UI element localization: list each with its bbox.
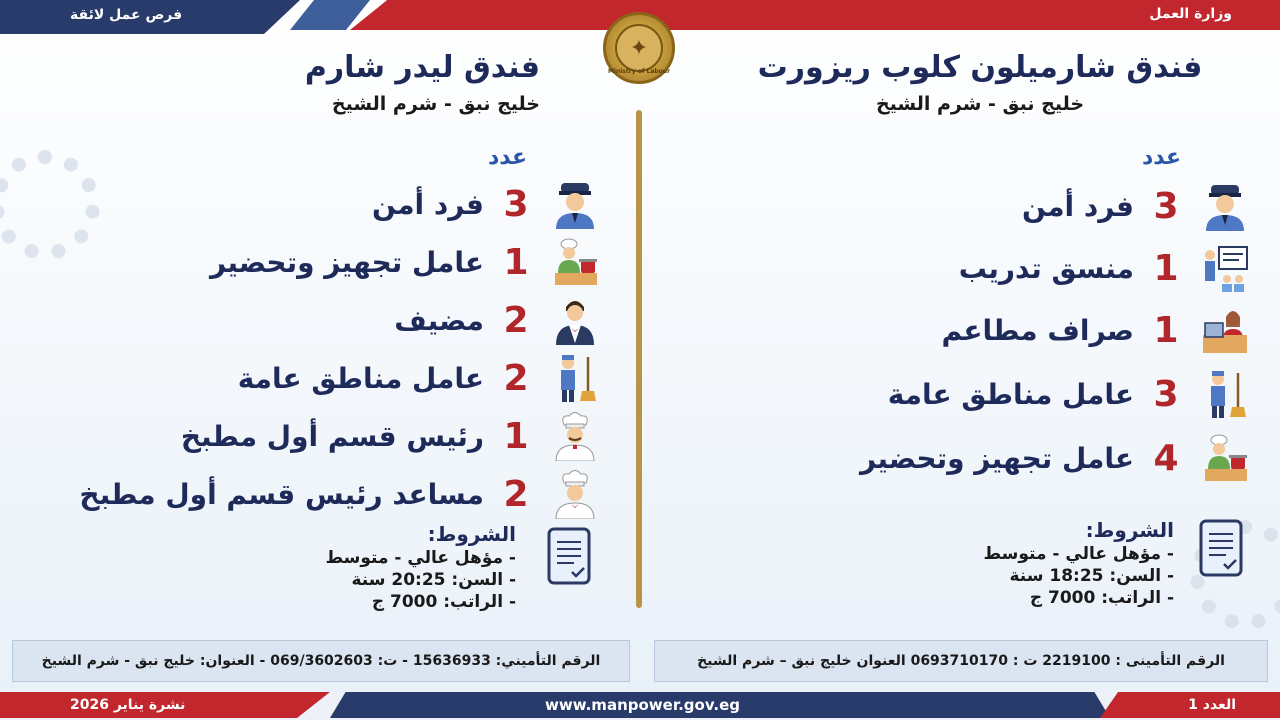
job-row (210, 234, 600, 290)
hotel-name: فندق شارميلون كلوب ريزورت (757, 50, 1203, 85)
job-row (79, 466, 600, 522)
security-guard-icon (550, 179, 600, 229)
hotel-location: خليج نبق - شرم الشيخ (331, 93, 540, 115)
job-title: منسق تدريب (958, 251, 1134, 285)
job-title: فرد أمن (1022, 189, 1134, 223)
job-title: رئيس قسم أول مطبخ (180, 419, 484, 453)
cleaner-icon (550, 353, 600, 403)
condition-line: - السن: 18:25 سنة (1009, 566, 1174, 586)
contact-info-box: الرقم التأمينى : 2219100 ت : 0693710170 العنوان خليج نبق – شرم الشيخ (654, 640, 1268, 682)
job-title: عامل مناطق عامة (237, 361, 484, 395)
job-title: عامل تجهيز وتحضير (859, 441, 1134, 475)
left-hotel-panel (60, 50, 540, 115)
conditions-heading: الشروط: (427, 522, 516, 546)
job-count: 3 (1153, 373, 1179, 415)
job-count: 3 (503, 183, 529, 225)
job-count: 1 (503, 241, 529, 283)
job-row (1022, 178, 1250, 234)
prep-cook-icon (550, 237, 600, 287)
job-count: 1 (1153, 309, 1179, 351)
job-row (941, 302, 1250, 358)
job-title: عامل تجهيز وتحضير (209, 245, 484, 279)
waiter-icon (550, 295, 600, 345)
condition-line: - مؤهل عالي - متوسط (983, 544, 1174, 564)
cashier-icon (1200, 305, 1250, 355)
job-title: مضيف (394, 303, 484, 337)
top-bar-red-band (350, 0, 1280, 30)
bulletin-date: نشرة يناير 2026 (70, 697, 186, 713)
document-icon (1198, 518, 1244, 578)
job-title: مساعد رئيس قسم أول مطبخ (79, 477, 484, 511)
job-count: 1 (503, 415, 529, 457)
website-link[interactable]: www.manpower.gov.eg (545, 696, 740, 714)
eagle-icon: ✦ (615, 24, 663, 72)
condition-line: - الراتب: 7000 ج (1029, 588, 1174, 608)
job-count: 3 (1153, 185, 1179, 227)
chef-icon (550, 411, 600, 461)
job-row (181, 408, 600, 464)
ministry-emblem (603, 12, 675, 84)
conditions-block (325, 522, 516, 612)
conditions-heading: الشروط: (1085, 518, 1174, 542)
issue-number: العدد 1 (1188, 697, 1236, 713)
condition-line: - الراتب: 7000 ج (371, 592, 516, 612)
condition-line: - السن: 20:25 سنة (351, 570, 516, 590)
cleaner-icon (1200, 369, 1250, 419)
job-row (860, 430, 1250, 486)
condition-line: - مؤهل عالي - متوسط (325, 548, 516, 568)
hotel-location: خليج نبق - شرم الشيخ (875, 93, 1085, 115)
emblem-text: Ministry of Labour (607, 68, 671, 75)
job-title: عامل مناطق عامة (887, 377, 1134, 411)
job-title: صراف مطاعم (941, 313, 1134, 347)
prep-cook-icon (1200, 433, 1250, 483)
job-count: 2 (503, 473, 529, 515)
job-count: 2 (503, 299, 529, 341)
job-row (372, 176, 600, 232)
job-title: فرد أمن (372, 187, 484, 221)
count-header: عدد (1142, 145, 1182, 170)
contact-info-box: الرقم التأميني: 15636933 - ت: 069/3602603 - العنوان: خليج نبق - شرم الشيخ (12, 640, 630, 682)
job-count: 4 (1153, 437, 1179, 479)
ministry-label: وزارة العمل (1149, 6, 1232, 22)
top-left-label: فرص عمل لائقة (70, 7, 183, 23)
right-hotel-panel (700, 50, 1260, 115)
document-icon (546, 526, 592, 586)
count-header: عدد (488, 145, 528, 170)
center-divider (636, 110, 642, 608)
job-row (959, 240, 1250, 296)
job-count: 2 (503, 357, 529, 399)
gear-decoration (0, 150, 100, 260)
conditions-block (983, 518, 1174, 608)
job-row (394, 292, 600, 348)
hotel-name: فندق ليدر شارم (304, 50, 540, 85)
job-row (238, 350, 600, 406)
job-row (888, 366, 1250, 422)
chef-icon (550, 469, 600, 519)
security-guard-icon (1200, 181, 1250, 231)
bottom-bar (0, 690, 1280, 720)
job-count: 1 (1153, 247, 1179, 289)
trainer-icon (1200, 243, 1250, 293)
